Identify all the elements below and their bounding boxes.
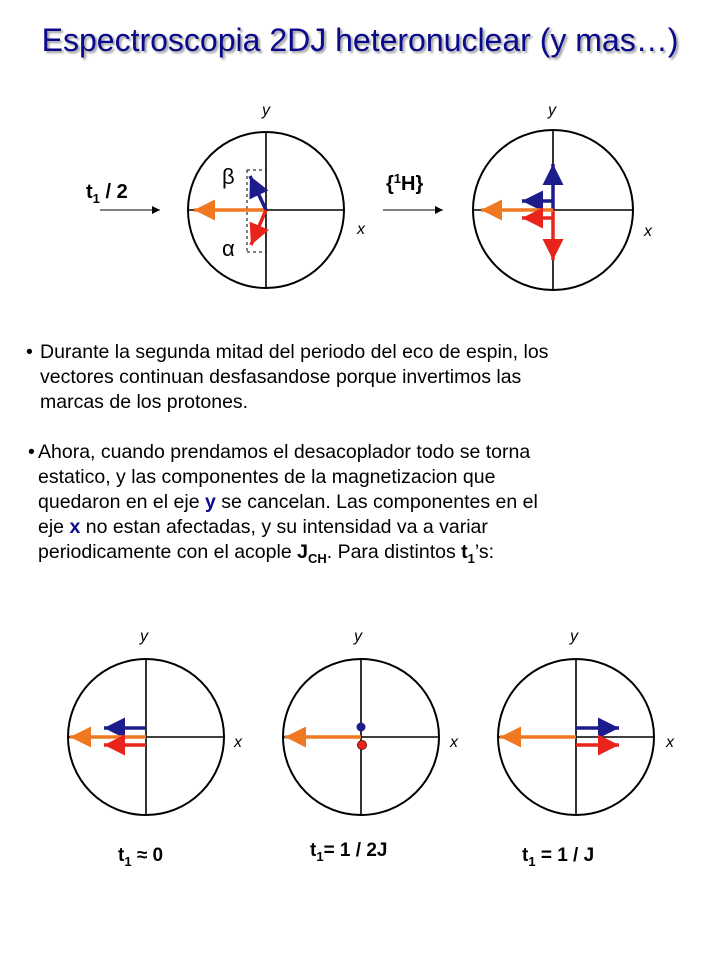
bullet-2-line: estatico, y las componentes de la magnetizacion que bbox=[38, 466, 496, 488]
caption-t1-one-j: $t_1 = 1 / J$ bbox=[522, 845, 595, 869]
x-axis-label: x bbox=[450, 734, 458, 751]
bullet-paragraph-1 bbox=[26, 340, 710, 415]
t1-term: $t_1$ bbox=[461, 541, 475, 566]
bullet-2-line: periodicamente con el acople $J_{CH}$. Para distintos $t_1’s$: bbox=[38, 541, 495, 566]
bullet-2-line: quedaron en el eje y se cancelan. Las componentes en el bbox=[38, 491, 538, 513]
bullet-marker: • bbox=[28, 441, 35, 463]
beta-label: β bbox=[222, 164, 235, 189]
page-title: Espectroscopia 2DJ heteronuclear (y mas…) bbox=[41, 22, 679, 58]
bullet-2-line: Ahora, cuando prendamos el desacoplador todo se torna bbox=[38, 441, 531, 463]
bullet-1-line: Durante la segunda mitad del periodo del eco de espin, los bbox=[40, 341, 549, 363]
y-axis-label: y bbox=[354, 628, 362, 645]
coupling-constant: $J_{CH}$ bbox=[297, 541, 327, 566]
red-dot bbox=[358, 741, 367, 750]
y-axis-label: y bbox=[570, 628, 578, 645]
caption-t1-zero: $t_1 \approx 0$ bbox=[118, 845, 164, 869]
x-axis-label: x bbox=[357, 221, 365, 238]
x-axis-label: x bbox=[644, 223, 652, 240]
bullet-1-line: vectores continuan desfasandose porque invertimos las bbox=[40, 366, 522, 388]
alpha-label: α bbox=[222, 236, 235, 261]
diagram-bottom-2 bbox=[283, 628, 459, 815]
diagram-top-right bbox=[473, 102, 653, 290]
bullet-marker: • bbox=[26, 341, 33, 363]
bullet-1-line: marcas de los protones. bbox=[40, 391, 249, 413]
y-axis-label: y bbox=[262, 102, 270, 119]
bullet-paragraph-2 bbox=[28, 440, 710, 566]
x-axis-emphasis: x bbox=[69, 516, 81, 538]
x-axis-label: x bbox=[666, 734, 674, 751]
evolution-arrow bbox=[86, 181, 160, 210]
x-axis-label: x bbox=[234, 734, 242, 751]
beta-vector bbox=[250, 176, 266, 210]
diagram-bottom-3 bbox=[498, 628, 675, 815]
decoupling-arrow-label: {$^1$H} bbox=[386, 171, 424, 195]
diagram-bottom-1 bbox=[68, 628, 243, 815]
alpha-vector bbox=[251, 210, 266, 245]
decoupling-arrow bbox=[383, 171, 443, 210]
y-axis-emphasis: y bbox=[204, 491, 216, 513]
blue-dot bbox=[357, 723, 366, 732]
y-axis-label: y bbox=[548, 102, 556, 119]
bullet-2-line: eje x no estan afectadas, y su intensidad va a variar bbox=[38, 516, 488, 538]
evolution-arrow-label: $t_1 / 2$ bbox=[86, 181, 128, 206]
y-axis-label: y bbox=[140, 628, 148, 645]
diagram-top-left bbox=[188, 102, 366, 288]
caption-t1-half-j: $t_1= 1 / 2J$ bbox=[310, 840, 388, 864]
